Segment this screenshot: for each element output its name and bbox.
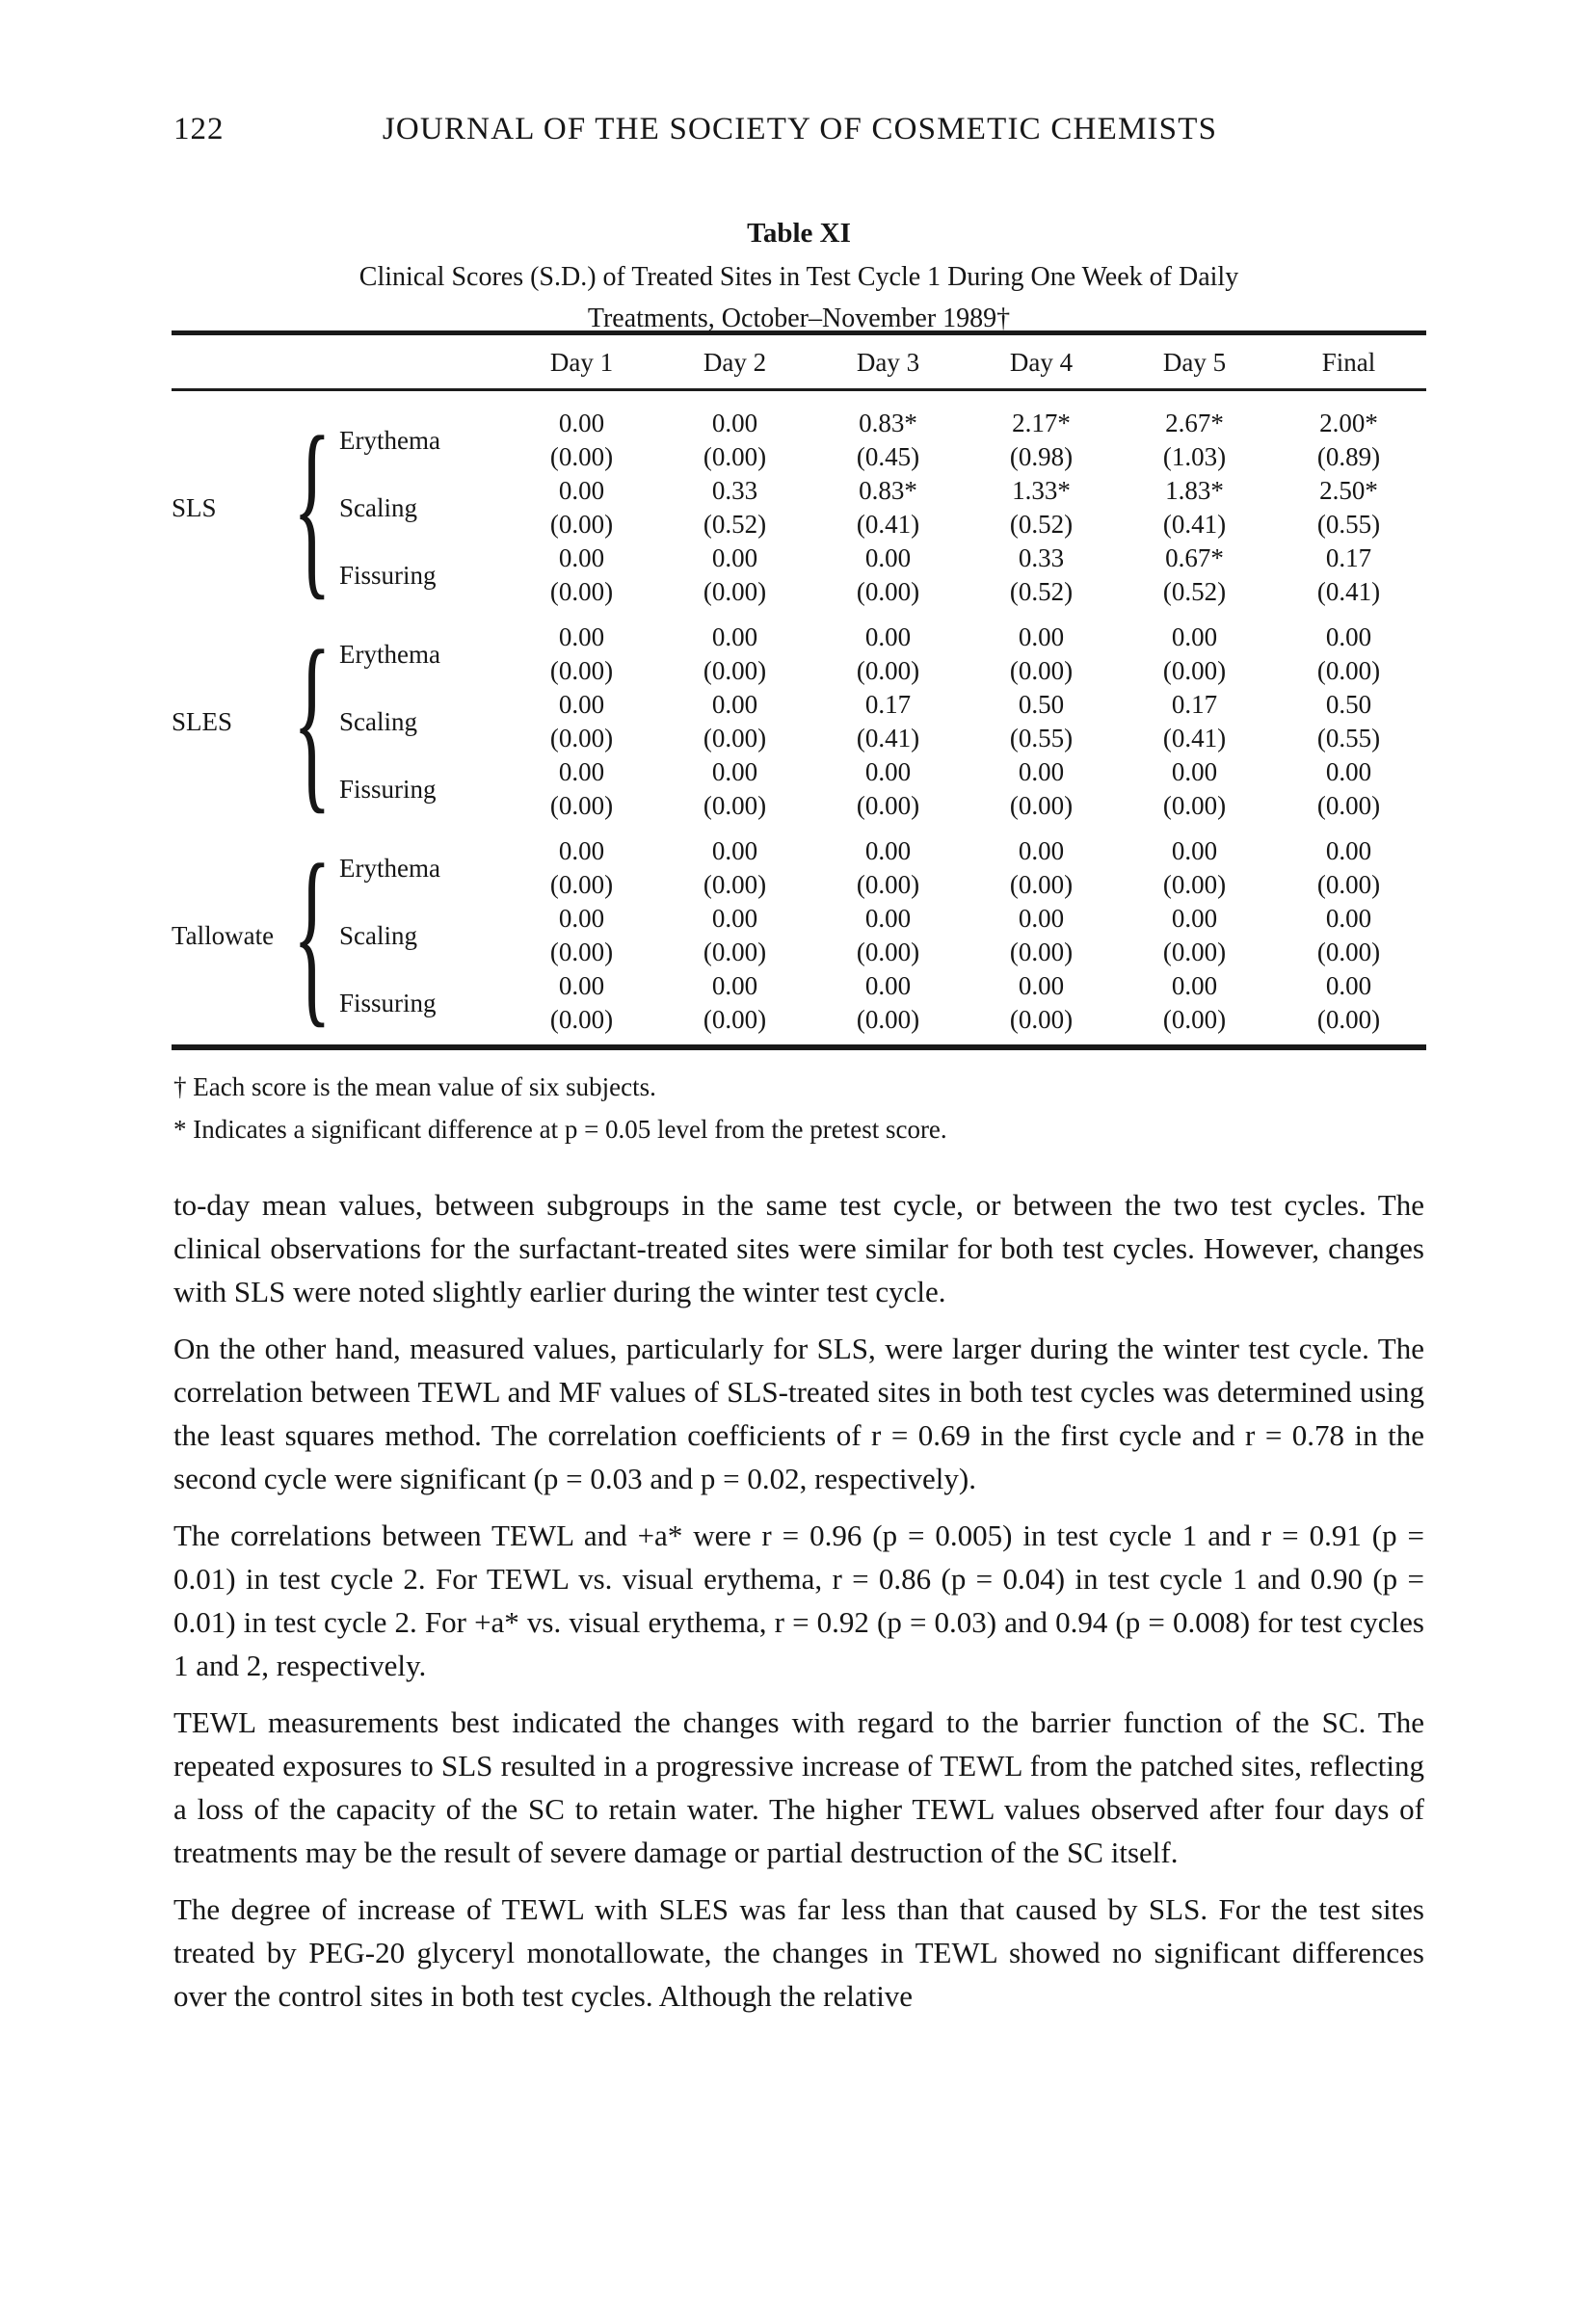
table-row xyxy=(172,969,1426,1037)
score-cell xyxy=(811,969,965,1037)
running-head xyxy=(173,112,1426,154)
score-cell xyxy=(965,755,1118,823)
body-paragraph-4: TEWL measurements best indicated the changes with regard to the barrier function of the SC. The repeated exposures to SLS resulted in a progressive increase of TEWL from the patched sites, reflecting a loss of the capacity of the SC to retain water. The higher TEWL values observed after four days of treatments may be the result of severe damage or partial destruction of the SC itself. xyxy=(173,1705,1424,1869)
score-cell xyxy=(965,902,1118,969)
score-cell xyxy=(965,834,1118,902)
score-value: 0.00 xyxy=(558,904,605,933)
row-label: Fissuring xyxy=(339,774,437,804)
score-sd: (0.00) xyxy=(856,791,920,820)
score-sd: (0.00) xyxy=(1009,656,1074,685)
score-sd: (0.41) xyxy=(1162,724,1227,753)
score-sd: (1.03) xyxy=(1162,442,1227,471)
score-cell xyxy=(658,621,811,688)
score-value: 0.67* xyxy=(1165,543,1224,572)
score-value: 0.00 xyxy=(1325,971,1372,1000)
score-sd: (0.00) xyxy=(1316,870,1381,899)
score-value: 0.00 xyxy=(558,971,605,1000)
score-sd: (0.00) xyxy=(703,577,767,606)
table-row xyxy=(172,541,1426,609)
score-cell xyxy=(1118,688,1271,755)
score-value: 1.33* xyxy=(1012,476,1071,505)
row-label: Erythema xyxy=(339,425,440,455)
score-value: 0.00 xyxy=(1018,971,1065,1000)
score-sd: (0.52) xyxy=(1162,577,1227,606)
score-sd: (0.00) xyxy=(703,656,767,685)
score-sd: (0.00) xyxy=(1162,938,1227,966)
score-value: 0.00 xyxy=(711,904,758,933)
score-sd: (0.00) xyxy=(703,791,767,820)
score-cell xyxy=(811,902,965,969)
score-value: 0.83* xyxy=(859,409,917,437)
footnote-asterisk: * Indicates a significant difference at p = 0.05 level from the pretest score. xyxy=(173,1115,947,1144)
score-value: 2.00* xyxy=(1319,409,1378,437)
table-row xyxy=(172,902,1426,969)
score-value: 0.00 xyxy=(711,971,758,1000)
row-label: Erythema xyxy=(339,639,440,669)
score-sd: (0.00) xyxy=(703,442,767,471)
score-cell xyxy=(505,902,658,969)
score-sd: (0.52) xyxy=(703,510,767,539)
clinical-scores-table-wrap xyxy=(172,330,1426,1050)
score-value: 0.00 xyxy=(1171,836,1218,865)
table-row xyxy=(172,834,1426,902)
score-sd: (0.41) xyxy=(856,510,920,539)
score-value: 2.50* xyxy=(1319,476,1378,505)
score-sd: (0.00) xyxy=(549,510,614,539)
score-sd: (0.00) xyxy=(1316,1005,1381,1034)
table-gap-row xyxy=(172,1037,1426,1047)
score-sd: (0.00) xyxy=(703,1005,767,1034)
table-gap-row xyxy=(172,609,1426,621)
score-sd: (0.41) xyxy=(1162,510,1227,539)
score-value: 0.17 xyxy=(864,690,912,719)
score-sd: (0.00) xyxy=(549,656,614,685)
table-caption-line-2: Treatments, October–November 1989† xyxy=(587,304,1011,333)
group-brace-cell xyxy=(285,612,339,832)
group-brace-cell xyxy=(285,398,339,618)
score-cell xyxy=(1271,755,1426,823)
score-value: 0.00 xyxy=(558,409,605,437)
score-value: 0.00 xyxy=(1018,757,1065,786)
score-cell xyxy=(505,688,658,755)
score-cell xyxy=(965,969,1118,1037)
left-brace-icon: { xyxy=(292,612,332,832)
score-sd: (0.55) xyxy=(1009,724,1074,753)
row-label: Fissuring xyxy=(339,988,437,1017)
score-sd: (0.00) xyxy=(703,724,767,753)
column-header-day2: Day 2 xyxy=(658,333,811,390)
score-sd: (0.55) xyxy=(1316,724,1381,753)
score-value: 0.00 xyxy=(864,904,912,933)
score-value: 0.00 xyxy=(1018,622,1065,651)
score-sd: (0.00) xyxy=(856,1005,920,1034)
score-sd: (0.89) xyxy=(1316,442,1381,471)
score-cell xyxy=(505,474,658,541)
score-cell xyxy=(1271,688,1426,755)
score-cell xyxy=(1271,474,1426,541)
score-sd: (0.00) xyxy=(1009,870,1074,899)
column-header-day1: Day 1 xyxy=(505,333,658,390)
score-value: 0.00 xyxy=(711,757,758,786)
score-value: 0.00 xyxy=(1325,757,1372,786)
score-cell xyxy=(965,474,1118,541)
body-paragraph-5: The degree of increase of TEWL with SLES was far less than that caused by SLS. For the test sites treated by PEG-20 glyceryl monotallowate, the changes in TEWL showed no significant differences over the control sites in both test cycles. Although the relative xyxy=(173,1892,1424,2013)
body-text xyxy=(173,1183,1424,2031)
score-value: 0.00 xyxy=(1325,622,1372,651)
score-value: 0.00 xyxy=(1018,836,1065,865)
score-cell xyxy=(658,474,811,541)
group-name-sls: SLS xyxy=(172,492,217,522)
score-cell xyxy=(1271,834,1426,902)
left-brace-icon: { xyxy=(292,398,332,618)
table-caption-block xyxy=(172,214,1426,339)
score-sd: (0.55) xyxy=(1316,510,1381,539)
score-value: 0.00 xyxy=(711,690,758,719)
row-label: Scaling xyxy=(339,706,417,736)
score-sd: (0.00) xyxy=(1316,656,1381,685)
score-value: 0.00 xyxy=(1325,836,1372,865)
score-value: 0.83* xyxy=(859,476,917,505)
score-cell xyxy=(811,834,965,902)
score-value: 0.00 xyxy=(864,622,912,651)
row-label: Scaling xyxy=(339,920,417,950)
journal-title: JOURNAL OF THE SOCIETY OF COSMETIC CHEMISTS xyxy=(382,112,1218,146)
score-sd: (0.00) xyxy=(549,724,614,753)
score-cell xyxy=(505,969,658,1037)
score-value: 0.00 xyxy=(558,690,605,719)
score-value: 0.00 xyxy=(1325,904,1372,933)
score-cell xyxy=(811,621,965,688)
table-row xyxy=(172,621,1426,688)
score-sd: (0.52) xyxy=(1009,510,1074,539)
score-cell xyxy=(1118,902,1271,969)
table-footnotes xyxy=(173,1066,1426,1150)
score-value: 0.17 xyxy=(1325,543,1372,572)
group-name-tallowate: Tallowate xyxy=(172,920,275,950)
score-value: 0.00 xyxy=(558,836,605,865)
row-label: Fissuring xyxy=(339,560,437,590)
table-row xyxy=(172,688,1426,755)
score-sd: (0.00) xyxy=(1009,1005,1074,1034)
score-sd: (0.52) xyxy=(1009,577,1074,606)
score-sd: (0.00) xyxy=(1009,791,1074,820)
score-value: 0.00 xyxy=(711,836,758,865)
score-value: 0.00 xyxy=(864,836,912,865)
body-paragraph-3: The correlations between TEWL and +a* were r = 0.96 (p = 0.005) in test cycle 1 and r = 0.91 (p = 0.01) in test cycle 2. For TEWL vs. visual erythema, r = 0.86 (p = 0.04) in test cycle 1 and 0.90 (p = 0.01) in test cycle 2. For +a* vs. visual erythema, r = 0.92 (p = 0.03) and 0.94 (p = 0.008) for test cycles 1 and 2, respectively. xyxy=(173,1519,1424,1682)
score-value: 0.00 xyxy=(1171,622,1218,651)
page-number: 122 xyxy=(173,112,225,146)
score-value: 2.17* xyxy=(1012,409,1071,437)
score-sd: (0.00) xyxy=(1316,938,1381,966)
score-value: 1.83* xyxy=(1165,476,1224,505)
score-value: 0.00 xyxy=(1018,904,1065,933)
body-paragraph-2: On the other hand, measured values, particularly for SLS, were larger during the winter test cycle. The correlation between TEWL and MF values of SLS-treated sites in both test cycles was determined using the least squares method. The correlation coefficients of r = 0.69 in the first cycle and r = 0.78 in the second cycle were significant (p = 0.03 and p = 0.02, respectively). xyxy=(173,1332,1424,1495)
table-row xyxy=(172,474,1426,541)
score-cell xyxy=(1271,902,1426,969)
score-cell xyxy=(505,407,658,474)
score-value: 0.00 xyxy=(558,757,605,786)
score-value: 0.00 xyxy=(558,543,605,572)
empty-header-cell xyxy=(172,333,505,390)
score-value: 0.00 xyxy=(1171,757,1218,786)
score-cell xyxy=(1118,541,1271,609)
score-value: 0.00 xyxy=(711,543,758,572)
body-paragraph-1: to-day mean values, between subgroups in the same test cycle, or between the two test cycles. The clinical observations for the surfactant-treated sites were similar for both test cycles. However, changes with SLS were noted slightly earlier during the winter test cycle. xyxy=(173,1188,1424,1308)
score-sd: (0.00) xyxy=(856,870,920,899)
score-sd: (0.00) xyxy=(1009,938,1074,966)
score-sd: (0.00) xyxy=(1162,870,1227,899)
score-sd: (0.41) xyxy=(856,724,920,753)
column-header-day5: Day 5 xyxy=(1118,333,1271,390)
score-sd: (0.45) xyxy=(856,442,920,471)
score-cell xyxy=(965,688,1118,755)
score-cell xyxy=(811,541,965,609)
score-sd: (0.00) xyxy=(703,938,767,966)
score-value: 0.00 xyxy=(558,622,605,651)
score-cell xyxy=(1118,834,1271,902)
score-cell xyxy=(658,688,811,755)
table-row xyxy=(172,755,1426,823)
score-cell xyxy=(658,755,811,823)
score-cell xyxy=(1271,621,1426,688)
column-header-final: Final xyxy=(1271,333,1426,390)
score-value: 0.00 xyxy=(711,622,758,651)
score-sd: (0.00) xyxy=(1162,656,1227,685)
footnote-dagger: † Each score is the mean value of six subjects. xyxy=(173,1072,656,1101)
score-value: 0.00 xyxy=(558,476,605,505)
score-cell xyxy=(505,834,658,902)
score-value: 0.00 xyxy=(864,543,912,572)
left-brace-icon: { xyxy=(292,826,332,1045)
score-value: 0.17 xyxy=(1171,690,1218,719)
row-label: Scaling xyxy=(339,492,417,522)
score-sd: (0.00) xyxy=(1162,791,1227,820)
score-value: 0.50 xyxy=(1018,690,1065,719)
score-cell xyxy=(505,621,658,688)
score-cell xyxy=(658,834,811,902)
score-sd: (0.00) xyxy=(549,870,614,899)
score-sd: (0.41) xyxy=(1316,577,1381,606)
score-sd: (0.00) xyxy=(1162,1005,1227,1034)
score-cell xyxy=(1118,755,1271,823)
score-cell xyxy=(811,755,965,823)
table-gap-row xyxy=(172,390,1426,408)
score-cell xyxy=(658,969,811,1037)
score-cell xyxy=(1118,621,1271,688)
score-sd: (0.00) xyxy=(856,938,920,966)
score-value: 0.00 xyxy=(711,409,758,437)
score-sd: (0.00) xyxy=(703,870,767,899)
score-cell xyxy=(1271,407,1426,474)
score-value: 0.00 xyxy=(864,757,912,786)
score-cell xyxy=(811,474,965,541)
score-sd: (0.98) xyxy=(1009,442,1074,471)
score-cell xyxy=(1118,407,1271,474)
score-sd: (0.00) xyxy=(856,656,920,685)
clinical-scores-table xyxy=(172,330,1426,1050)
column-header-day4: Day 4 xyxy=(965,333,1118,390)
table-gap-row xyxy=(172,823,1426,834)
score-value: 0.00 xyxy=(864,971,912,1000)
table-body xyxy=(172,390,1426,1048)
score-cell xyxy=(505,755,658,823)
score-cell xyxy=(658,541,811,609)
score-sd: (0.00) xyxy=(1316,791,1381,820)
group-brace-cell xyxy=(285,826,339,1045)
score-cell xyxy=(811,688,965,755)
score-value: 0.50 xyxy=(1325,690,1372,719)
score-sd: (0.00) xyxy=(549,442,614,471)
score-sd: (0.00) xyxy=(549,1005,614,1034)
score-sd: (0.00) xyxy=(549,577,614,606)
score-cell xyxy=(505,541,658,609)
score-sd: (0.00) xyxy=(549,791,614,820)
score-value: 0.33 xyxy=(1018,543,1065,572)
score-cell xyxy=(658,902,811,969)
score-cell xyxy=(1271,969,1426,1037)
score-value: 2.67* xyxy=(1165,409,1224,437)
score-cell xyxy=(811,407,965,474)
score-cell xyxy=(658,407,811,474)
score-value: 0.00 xyxy=(1171,904,1218,933)
score-sd: (0.00) xyxy=(549,938,614,966)
score-sd: (0.00) xyxy=(856,577,920,606)
table-caption-line-1: Clinical Scores (S.D.) of Treated Sites in Test Cycle 1 During One Week of Daily xyxy=(358,262,1239,292)
table-row xyxy=(172,407,1426,474)
group-name-sles: SLES xyxy=(172,706,233,736)
score-cell xyxy=(1118,474,1271,541)
score-value: 0.33 xyxy=(711,476,758,505)
score-cell xyxy=(965,541,1118,609)
score-value: 0.00 xyxy=(1171,971,1218,1000)
table-header-row xyxy=(172,333,1426,390)
row-label: Erythema xyxy=(339,853,440,883)
column-header-day3: Day 3 xyxy=(811,333,965,390)
score-cell xyxy=(965,407,1118,474)
table-title: Table XI xyxy=(747,218,851,249)
score-cell xyxy=(1271,541,1426,609)
score-cell xyxy=(1118,969,1271,1037)
score-cell xyxy=(965,621,1118,688)
